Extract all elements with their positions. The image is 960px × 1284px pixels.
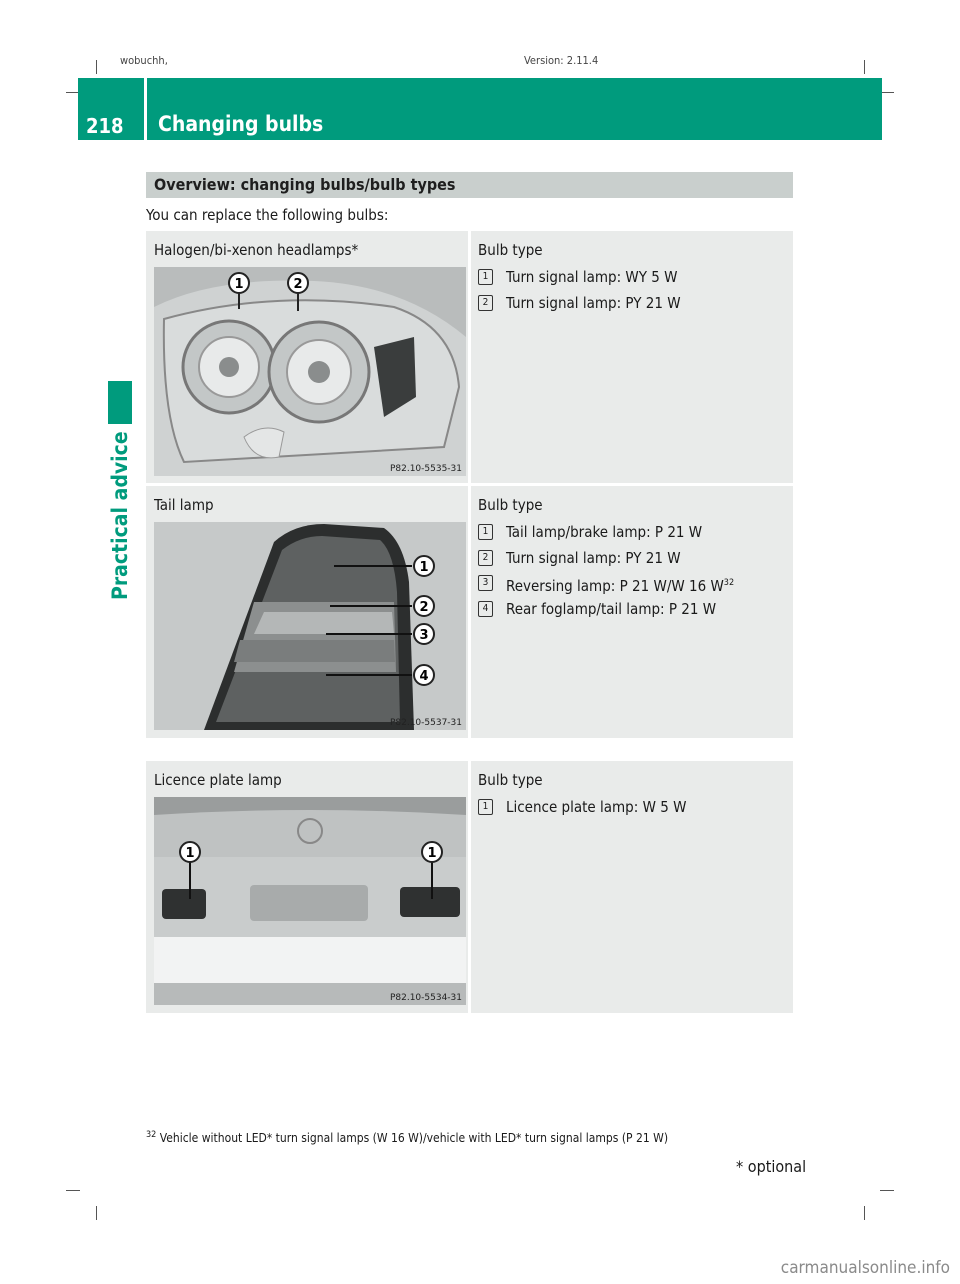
bulb-item-text: Licence plate lamp: W 5 W — [506, 798, 687, 816]
row-divider — [468, 486, 471, 738]
svg-text:4: 4 — [419, 669, 429, 684]
crop-mark — [864, 60, 865, 74]
bulb-list — [478, 797, 686, 823]
photo-code: P82.10-5537-31 — [389, 718, 462, 728]
bulb-item-text: Turn signal lamp: WY 5 W — [506, 268, 678, 286]
bulb-list — [478, 267, 681, 318]
list-item — [478, 522, 734, 548]
header-divider — [144, 78, 147, 140]
bulb-type-heading: Bulb type — [478, 241, 543, 259]
crop-mark — [96, 1206, 97, 1220]
row-label: Tail lamp — [154, 496, 214, 514]
list-item — [478, 267, 681, 293]
list-item — [478, 573, 734, 599]
print-meta-right: Version: 2.11.4 — [524, 54, 599, 67]
callout-number: 3 — [478, 575, 493, 591]
svg-text:2: 2 — [293, 277, 303, 292]
bulb-item-text: Turn signal lamp: PY 21 W — [506, 293, 681, 312]
footnote-text: Vehicle without LED* turn signal lamps (W 16 W)/vehicle with LED* turn signal lamps (P 21 W) — [159, 1131, 669, 1145]
headlamp-photo — [154, 267, 466, 476]
bulb-row-licence-plate — [146, 761, 793, 1013]
licence-plate-photo — [154, 797, 466, 1005]
footnote-marker: 32 — [146, 1130, 157, 1140]
watermark: carmanualsonline.info — [780, 1258, 950, 1278]
bulb-row-headlamps — [146, 231, 793, 483]
tail-lamp-photo — [154, 522, 466, 730]
list-item — [478, 797, 686, 823]
svg-text:2: 2 — [419, 600, 429, 615]
photo-code: P82.10-5534-31 — [389, 993, 462, 1003]
bulb-row-tail-lamp — [146, 486, 793, 738]
print-meta-left: wobuchh, — [120, 54, 168, 67]
bulb-item-text: Turn signal lamp: PY 21 W — [506, 548, 681, 567]
section-title: Overview: changing bulbs/bulb types — [146, 172, 793, 198]
svg-text:1: 1 — [185, 846, 195, 861]
bulb-list — [478, 522, 734, 624]
callout-number: 1 — [478, 524, 493, 540]
list-item — [478, 599, 734, 625]
bulb-type-heading: Bulb type — [478, 771, 543, 789]
svg-text:3: 3 — [419, 628, 429, 643]
footnote — [146, 1130, 668, 1145]
list-item — [478, 548, 734, 574]
callout-number: 1 — [478, 269, 493, 285]
crop-mark — [880, 92, 894, 93]
crop-mark — [96, 60, 97, 74]
intro-text: You can replace the following bulbs: — [146, 206, 389, 224]
svg-text:1: 1 — [419, 560, 429, 575]
side-tab-marker — [108, 381, 132, 424]
footnote-ref: 32 — [723, 578, 735, 588]
photo-code: P82.10-5535-31 — [389, 464, 462, 474]
optional-note: * optional — [736, 1157, 807, 1176]
bulb-item-text: Reversing lamp: P 21 W/W 16 W — [506, 577, 724, 595]
row-label: Licence plate lamp — [154, 771, 282, 789]
crop-mark — [880, 1190, 894, 1191]
bulb-item-text: Tail lamp/brake lamp: P 21 W — [506, 523, 703, 541]
chapter-title: Changing bulbs — [158, 112, 324, 136]
svg-text:1: 1 — [234, 277, 244, 292]
callout-number: 2 — [478, 295, 493, 311]
bulb-type-heading: Bulb type — [478, 496, 543, 514]
side-section-label: Practical advice — [108, 431, 132, 600]
row-divider — [468, 231, 471, 483]
list-item — [478, 293, 681, 319]
crop-mark — [66, 1190, 80, 1191]
callout-number: 4 — [478, 601, 493, 617]
row-label: Halogen/bi-xenon headlamps* — [154, 241, 359, 259]
crop-mark — [864, 1206, 865, 1220]
callout-number: 1 — [478, 799, 493, 815]
bulb-item-text: Rear foglamp/tail lamp: P 21 W — [506, 599, 717, 618]
callout-number: 2 — [478, 550, 493, 566]
row-divider — [468, 761, 471, 1013]
page-number: 218 — [86, 114, 124, 138]
svg-text:1: 1 — [427, 846, 437, 861]
